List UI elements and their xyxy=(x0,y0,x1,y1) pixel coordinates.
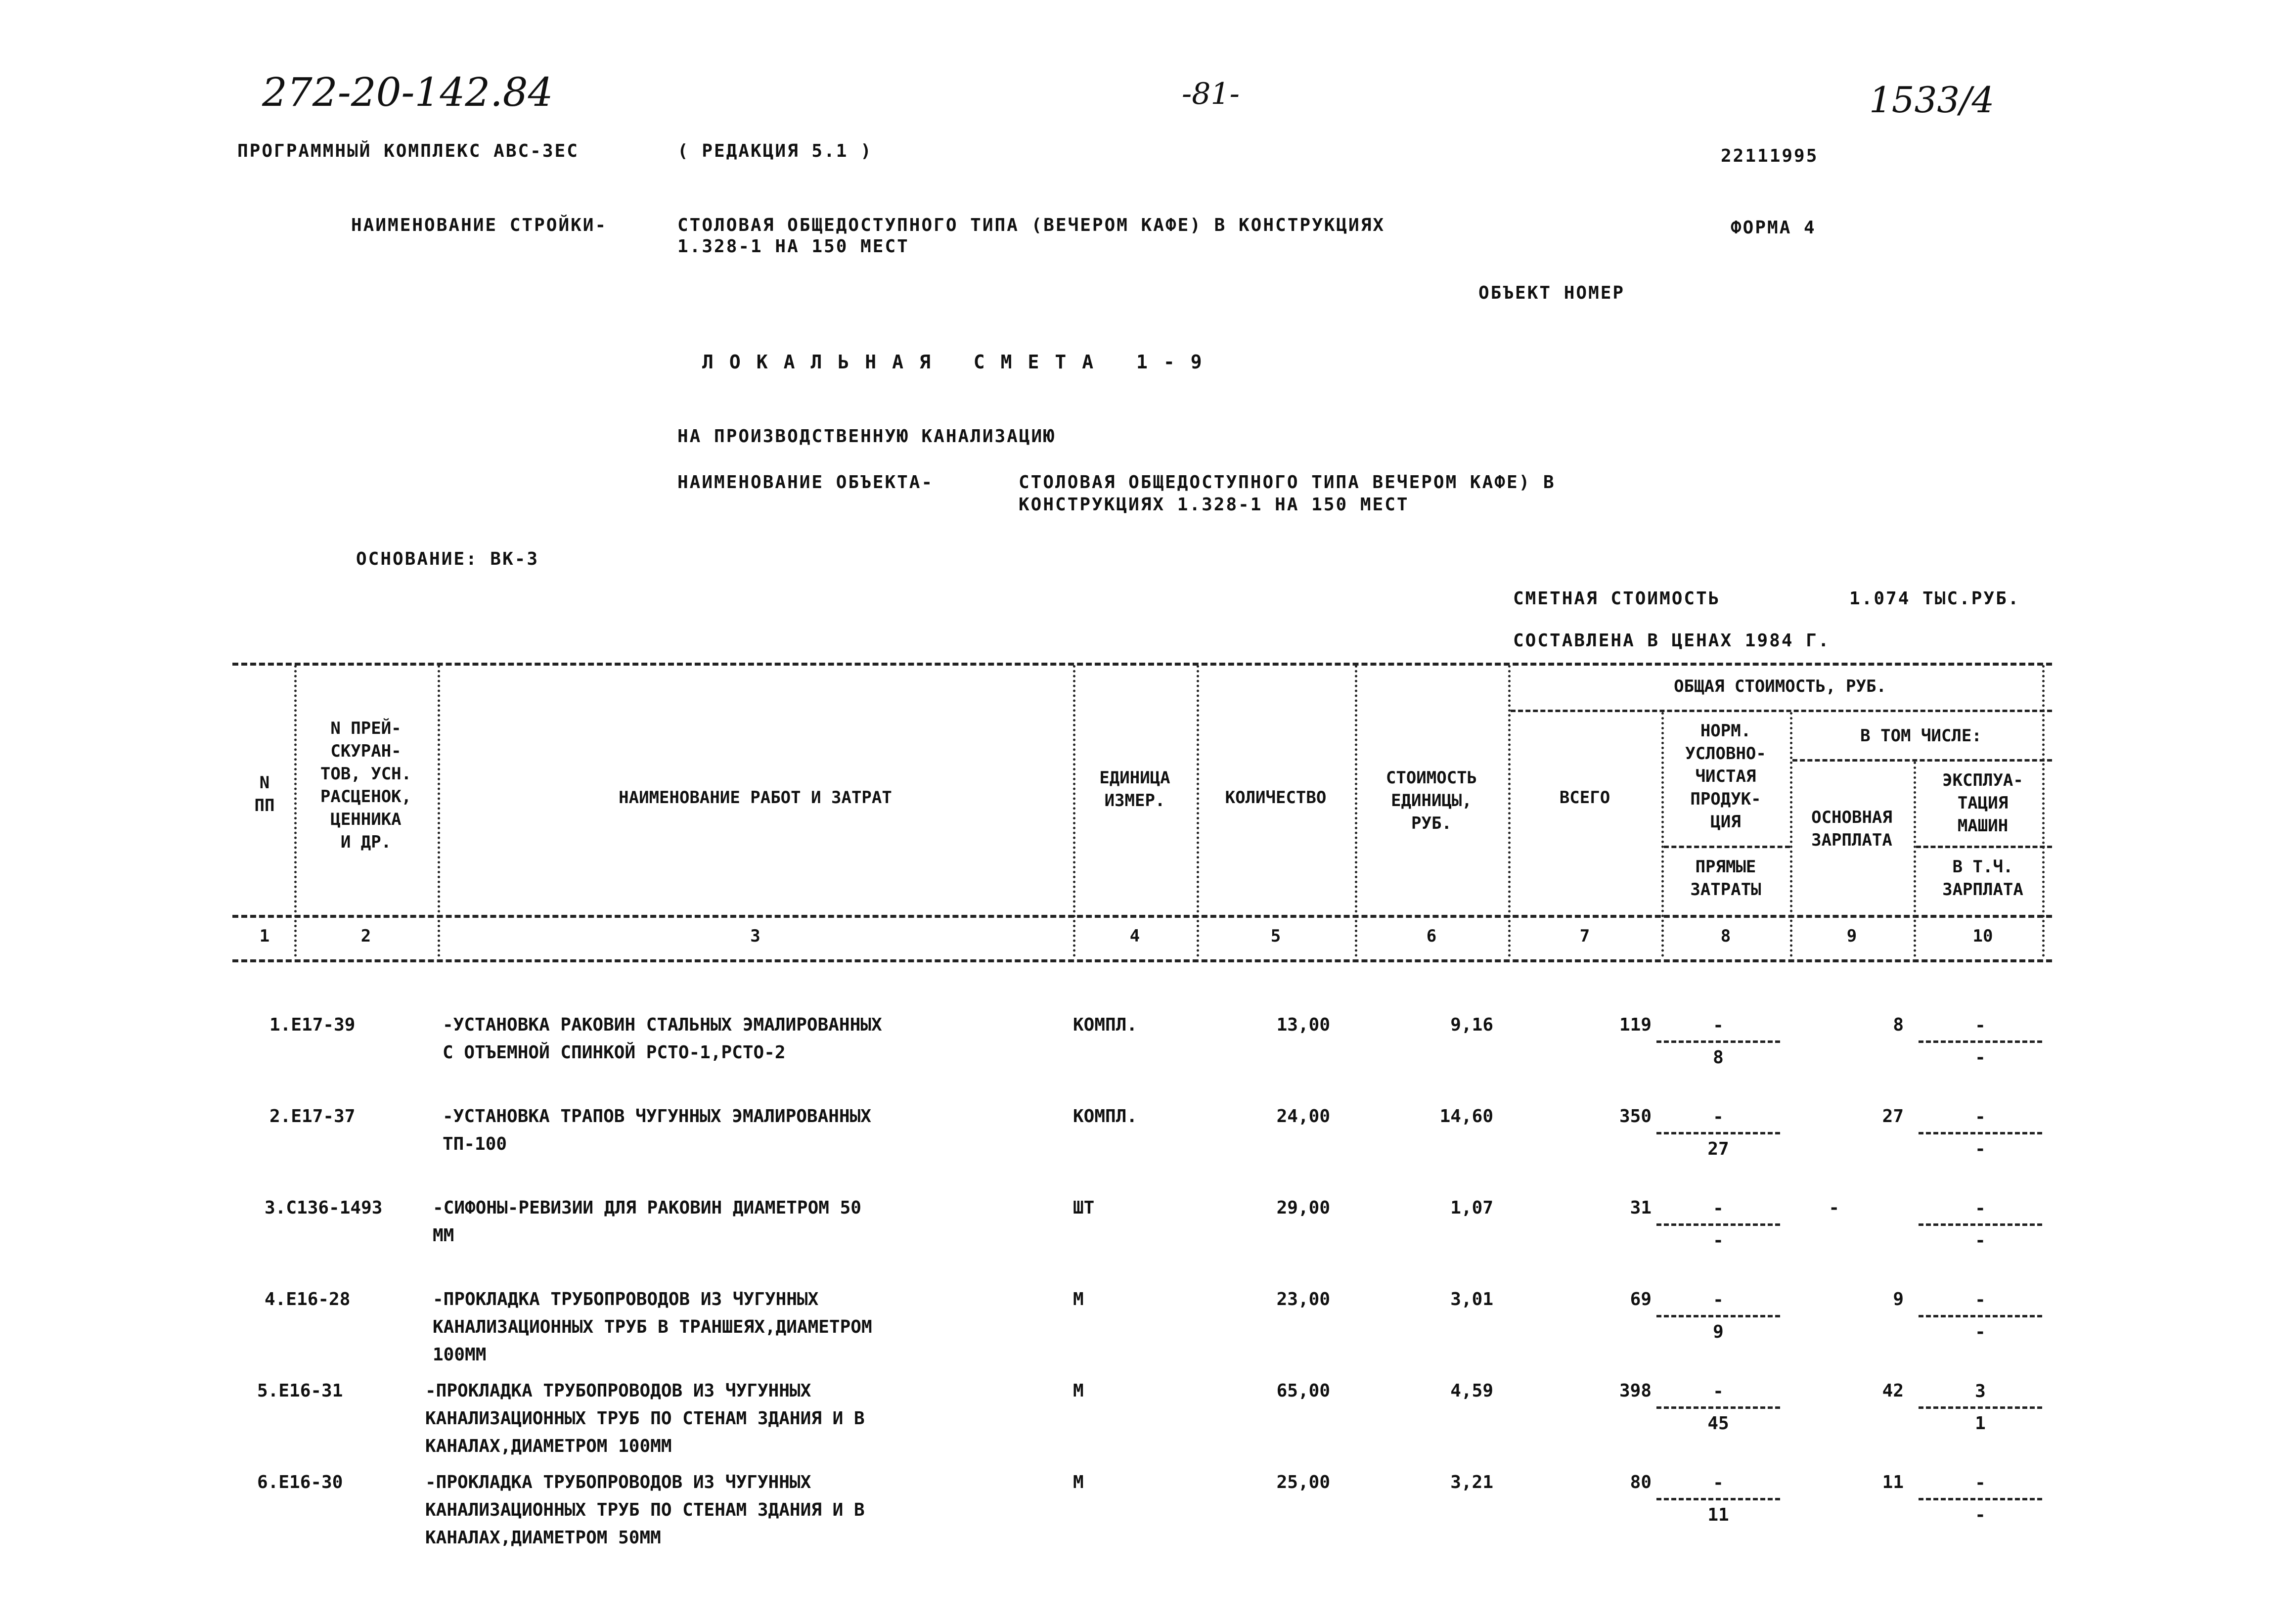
row-4-total: 69 xyxy=(1630,1289,1652,1309)
row-1-machine-salary: - xyxy=(1975,1047,1986,1068)
object-name-1: СТОЛОВАЯ ОБЩЕДОСТУПНОГО ТИПА ВЕЧЕРОМ КАФЕ) В xyxy=(1019,472,1556,493)
row-3-machine-value: - xyxy=(1975,1198,1986,1218)
date-code: 22111995 xyxy=(1721,146,1819,166)
row-1-unit: КОМПЛ. xyxy=(1073,1015,1138,1035)
row-2-machine-use xyxy=(1919,1105,2042,1161)
row-4-code: 4.Е16-28 xyxy=(265,1289,351,1309)
row-3-machine-use xyxy=(1919,1197,2042,1253)
row-2-machine-value: - xyxy=(1975,1107,1986,1127)
row-2-unit: КОМПЛ. xyxy=(1073,1106,1138,1127)
row-5-machine-salary: 1 xyxy=(1975,1413,1986,1434)
row-3-total: 31 xyxy=(1630,1198,1652,1218)
row-3-name: -СИФОНЫ-РЕВИЗИИ ДЛЯ РАКОВИН ДИАМЕТРОМ 50 ММ xyxy=(433,1198,861,1246)
header-norm-net: НОРМ. УСЛОВНО- ЧИСТАЯ ПРОДУК- ЦИЯ xyxy=(1685,721,1766,832)
row-5-code: 5.Е16-31 xyxy=(257,1381,343,1401)
row-1-direct-value: 8 xyxy=(1713,1047,1724,1068)
row-6-code: 6.Е16-30 xyxy=(257,1472,343,1492)
row-4-norm-net: - xyxy=(1713,1290,1724,1310)
row-2-direct-costs xyxy=(1656,1105,1780,1161)
row-5-qty: 65,00 xyxy=(1276,1381,1330,1401)
construction-name-1: СТОЛОВАЯ ОБЩЕДОСТУПНОГО ТИПА (ВЕЧЕРОМ КАФЕ) В КОНСТРУКЦИЯХ xyxy=(677,215,1385,235)
row-1-price: 9,16 xyxy=(1450,1015,1493,1035)
construction-label: НАИМЕНОВАНИЕ СТРОЙКИ- xyxy=(351,215,608,235)
col-divider-2 xyxy=(438,665,440,957)
col-number-9: 9 xyxy=(1846,926,1857,946)
row-5-machine-use xyxy=(1919,1380,2042,1436)
row-2-norm-net: - xyxy=(1713,1107,1724,1127)
row-4-unit: М xyxy=(1073,1289,1084,1309)
header-price-code: N ПРЕЙ- СКУРАН- ТОВ, УСН. РАСЦЕНОК, ЦЕННИКА И ДР. xyxy=(320,719,412,852)
row-1-machine-value: - xyxy=(1975,1015,1986,1036)
object-label: НАИМЕНОВАНИЕ ОБЪЕКТА- xyxy=(677,472,934,493)
row-6-name: -ПРОКЛАДКА ТРУБОПРОВОДОВ ИЗ ЧУГУННЫХ КАНАЛИЗАЦИОННЫХ ТРУБ ПО СТЕНАМ ЗДАНИЯ И В КАНАЛАХ,ДИАМЕТРОМ 50ММ xyxy=(425,1472,865,1548)
row-6-norm-net: - xyxy=(1713,1473,1724,1493)
col-number-1: 1 xyxy=(259,926,270,946)
row-3-code: 3.С136-1493 xyxy=(265,1198,383,1218)
row-6-unit: М xyxy=(1073,1472,1084,1492)
row-3-direct-costs xyxy=(1656,1197,1780,1253)
row-6-total: 80 xyxy=(1630,1472,1652,1492)
row-2-direct-value: 27 xyxy=(1707,1139,1729,1159)
construction-name-2: 1.328-1 НА 150 МЕСТ xyxy=(677,236,909,257)
header-quantity: КОЛИЧЕСТВО xyxy=(1225,788,1327,808)
row-1-qty: 13,00 xyxy=(1276,1015,1330,1035)
header-unit: ЕДИНИЦА ИЗМЕР. xyxy=(1099,768,1170,811)
col-number-4: 4 xyxy=(1129,926,1140,946)
row-6-machine-use xyxy=(1919,1471,2042,1527)
row-5-direct-value: 45 xyxy=(1707,1413,1729,1434)
col-number-5: 5 xyxy=(1270,926,1281,946)
header-work-name: НАИМЕНОВАНИЕ РАБОТ И ЗАТРАТ xyxy=(619,788,892,808)
row-2-base-salary: 27 xyxy=(1882,1106,1904,1127)
row-3-base-salary: - xyxy=(1829,1198,1839,1218)
col-number-7: 7 xyxy=(1579,926,1590,946)
page-number: -81- xyxy=(1182,77,1240,111)
row-4-machine-value: - xyxy=(1975,1290,1986,1310)
total-group-rule xyxy=(1511,710,2052,712)
col8-split-rule xyxy=(1664,846,1790,848)
object-number: ОБЪЕКТ НОМЕР xyxy=(1478,283,1625,303)
form-label: ФОРМА 4 xyxy=(1731,218,1816,238)
row-4-qty: 23,00 xyxy=(1276,1289,1330,1309)
incl-group-rule xyxy=(1792,759,2052,762)
row-4-direct-value: 9 xyxy=(1713,1322,1724,1342)
header-machine-use: ЭКСПЛУА- ТАЦИЯ МАШИН xyxy=(1942,770,2023,836)
row-5-total: 398 xyxy=(1619,1381,1652,1401)
row-5-base-salary: 42 xyxy=(1882,1381,1904,1401)
col-number-2: 2 xyxy=(360,926,371,946)
row-3-machine-salary: - xyxy=(1975,1230,1986,1251)
col-divider-4 xyxy=(1197,665,1199,957)
col-number-8: 8 xyxy=(1720,926,1731,946)
row-3-unit: ШТ xyxy=(1073,1198,1095,1218)
header-incl-group: В ТОМ ЧИСЛЕ: xyxy=(1860,726,1982,746)
program-line: ПРОГРАММНЫЙ КОМПЛЕКС АВС-3ЕС xyxy=(237,141,579,161)
row-1-direct-costs xyxy=(1656,1014,1780,1070)
basis-line: ОСНОВАНИЕ: ВК-3 xyxy=(356,549,539,569)
row-2-machine-salary: - xyxy=(1975,1139,1986,1159)
header-bottom-rule xyxy=(232,915,2052,918)
row-4-direct-costs xyxy=(1656,1288,1780,1344)
header-total-group: ОБЩАЯ СТОИМОСТЬ, РУБ. xyxy=(1674,677,1886,696)
row-5-name: -ПРОКЛАДКА ТРУБОПРОВОДОВ ИЗ ЧУГУННЫХ КАНАЛИЗАЦИОННЫХ ТРУБ ПО СТЕНАМ ЗДАНИЯ И В КАНАЛАХ,ДИАМЕТРОМ 100ММ xyxy=(425,1381,865,1456)
row-3-price: 1,07 xyxy=(1450,1198,1493,1218)
row-4-price: 3,01 xyxy=(1450,1289,1493,1309)
row-6-base-salary: 11 xyxy=(1882,1472,1904,1492)
row-5-price: 4,59 xyxy=(1450,1381,1493,1401)
col-number-10: 10 xyxy=(1972,926,1993,946)
row-1-machine-use xyxy=(1919,1014,2042,1070)
table-top-rule xyxy=(232,663,2052,666)
row-2-total: 350 xyxy=(1619,1106,1652,1127)
row-5-unit: М xyxy=(1073,1381,1084,1401)
row-3-qty: 29,00 xyxy=(1276,1198,1330,1218)
row-1-name: -УСТАНОВКА РАКОВИН СТАЛЬНЫХ ЭМАЛИРОВАННЫХ С ОТЪЕМНОЙ СПИНКОЙ РСТО-1,РСТО-2 xyxy=(443,1015,882,1063)
row-6-qty: 25,00 xyxy=(1276,1472,1330,1492)
header-total: ВСЕГО xyxy=(1559,788,1610,808)
row-2-name: -УСТАНОВКА ТРАПОВ ЧУГУННЫХ ЭМАЛИРОВАННЫХ ТП-100 xyxy=(443,1106,871,1154)
row-1-total: 119 xyxy=(1619,1015,1652,1035)
header-machine-salary: В Т.Ч. ЗАРПЛАТА xyxy=(1942,857,2023,900)
row-4-machine-salary: - xyxy=(1975,1322,1986,1342)
corner-mark: 1533/4 xyxy=(1869,79,1995,121)
row-6-direct-value: 11 xyxy=(1707,1505,1729,1525)
row-1-code: 1.Е17-39 xyxy=(269,1015,356,1035)
row-4-name: -ПРОКЛАДКА ТРУБОПРОВОДОВ ИЗ ЧУГУННЫХ КАНАЛИЗАЦИОННЫХ ТРУБ В ТРАНШЕЯХ,ДИАМЕТРОМ 100ММ xyxy=(433,1289,872,1365)
row-2-code: 2.Е17-37 xyxy=(269,1106,356,1127)
row-5-direct-costs xyxy=(1656,1380,1780,1436)
row-2-qty: 24,00 xyxy=(1276,1106,1330,1127)
row-4-base-salary: 9 xyxy=(1893,1289,1904,1309)
estimate-subject: НА ПРОИЗВОДСТВЕННУЮ КАНАЛИЗАЦИЮ xyxy=(677,426,1056,447)
header-row-number: N ПП xyxy=(254,773,275,815)
header-direct-costs: ПРЯМЫЕ ЗАТРАТЫ xyxy=(1690,857,1761,900)
row-5-norm-net: - xyxy=(1713,1381,1724,1401)
col-numbers-bottom-rule xyxy=(232,959,2052,962)
row-3-direct-value: - xyxy=(1713,1230,1724,1251)
col-number-6: 6 xyxy=(1426,926,1437,946)
estimated-cost-value: 1.074 ТЫС.РУБ. xyxy=(1849,588,2020,609)
row-2-price: 14,60 xyxy=(1439,1106,1493,1127)
row-6-machine-salary: - xyxy=(1975,1505,1986,1525)
row-4-machine-use xyxy=(1919,1288,2042,1344)
row-1-norm-net: - xyxy=(1713,1015,1724,1036)
header-base-salary: ОСНОВНАЯ ЗАРПЛАТА xyxy=(1811,808,1892,850)
col-divider-6 xyxy=(1508,665,1511,957)
prices-note: СОСТАВЛЕНА В ЦЕНАХ 1984 Г. xyxy=(1513,631,1831,651)
row-6-price: 3,21 xyxy=(1450,1472,1493,1492)
header-unit-cost: СТОИМОСТЬ ЕДИНИЦЫ, РУБ. xyxy=(1385,768,1477,833)
estimate-title: ЛОКАЛЬНАЯ СМЕТА 1-9 xyxy=(702,351,1218,373)
col-number-3: 3 xyxy=(750,926,760,946)
edition-line: ( РЕДАКЦИЯ 5.1 ) xyxy=(677,141,873,161)
object-name-2: КОНСТРУКЦИЯХ 1.328-1 НА 150 МЕСТ xyxy=(1019,495,1409,515)
row-3-norm-net: - xyxy=(1713,1198,1724,1218)
row-6-direct-costs xyxy=(1656,1471,1780,1527)
col10-split-rule xyxy=(1916,846,2052,848)
row-5-machine-value: 3 xyxy=(1975,1381,1986,1401)
document-code: 272-20-142.84 xyxy=(262,69,553,115)
row-1-base-salary: 8 xyxy=(1893,1015,1904,1035)
estimated-cost-label: СМЕТНАЯ СТОИМОСТЬ xyxy=(1513,588,1721,609)
row-6-machine-value: - xyxy=(1975,1473,1986,1493)
